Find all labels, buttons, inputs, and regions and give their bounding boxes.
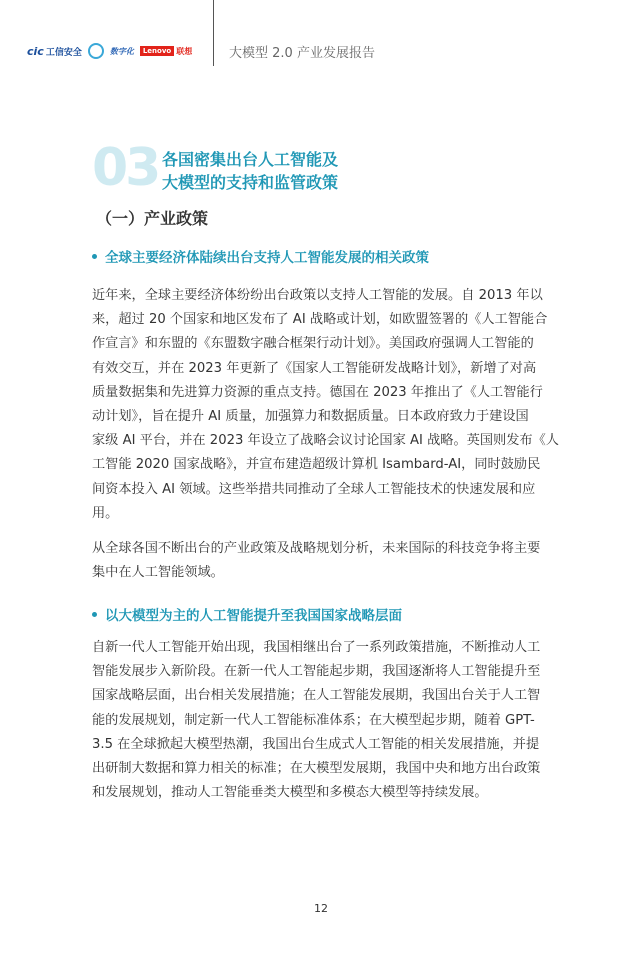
paragraph	[92, 537, 556, 585]
bullet-heading-text: 以大模型为主的人工智能提升至我国国家战略层面	[105, 608, 402, 624]
paragraph-line: 质量数据集和先进算力资源的重点支持。德国在 2023 年推出了《人工智能行	[92, 384, 543, 400]
subsection-heading: （一）产业政策	[96, 209, 209, 228]
section-title	[162, 148, 338, 194]
paragraph-line: 用。	[92, 505, 119, 521]
bullet-heading	[92, 246, 429, 266]
report-title: 大模型 2.0 产业发展报告	[229, 46, 375, 61]
paragraph-line: 出研制大数据和算力相关的标准；在大模型发展期，我国中央和地方出台政策	[92, 761, 541, 777]
cic-mark-icon: cic	[27, 44, 44, 58]
cic-logo-text: 工信安全	[45, 47, 82, 58]
paragraph-line: 从全球各国不断出台的产业政策及战略规划分析，未来国际的科技竞争将主要	[92, 541, 541, 556]
circle-emblem-icon	[88, 43, 104, 59]
paragraph-line: 3.5 在全球掀起大模型热潮，我国出台生成式人工智能的相关发展措施，并提	[92, 736, 540, 752]
page-header	[0, 0, 642, 80]
lenovo-logo	[140, 46, 192, 57]
paragraph-line: 自新一代人工智能开始出现，我国相继出台了一系列政策措施，不断推动人工	[92, 640, 541, 655]
section-number: 03	[92, 138, 159, 198]
paragraph-line: 作宣言》和东盟的《东盟数字融合框架行动计划》。美国政府强调人工智能的	[92, 336, 534, 352]
page-number: 12	[314, 902, 328, 915]
bullet-dot-icon	[92, 612, 97, 617]
paragraph-line: 家级 AI 平台，并在 2023 年设立了战略会议讨论国家 AI 战略。英国则发布《人	[92, 433, 559, 449]
section-title-line: 各国密集出台人工智能及	[162, 150, 339, 169]
bullet-dot-icon	[92, 254, 97, 259]
lenovo-logo-en: Lenovo	[140, 46, 174, 56]
paragraph-line: 能的发展规划，制定新一代人工智能标准体系；在大模型起步期，随着 GPT-	[92, 712, 535, 728]
paragraph	[92, 636, 556, 805]
szh-logo-text: 数字化	[109, 46, 134, 56]
paragraph-line: 和发展规划，推动人工智能垂类大模型和多模态大模型等持续发展。	[92, 785, 488, 801]
paragraph-line: 国家战略层面，出台相关发展措施；在人工智能发展期，我国出台关于人工智	[92, 688, 541, 704]
bullet-heading	[92, 604, 402, 624]
paragraph-line: 间资本投入 AI 领域。这些举措共同推动了全球人工智能技术的快速发展和应	[92, 481, 536, 497]
section-heading	[92, 138, 532, 198]
bullet-heading-text: 全球主要经济体陆续出台支持人工智能发展的相关政策	[105, 250, 429, 266]
paragraph-line: 动计划》，旨在提升 AI 质量，加强算力和数据质量。日本政府致力于建设国	[92, 409, 529, 425]
section-title-line: 大模型的支持和监管政策	[162, 173, 339, 192]
paragraph-line: 智能发展步入新阶段。在新一代人工智能起步期，我国逐渐将人工智能提升至	[92, 664, 541, 680]
paragraph-line: 工智能 2020 国家战略》，并宣布建造超级计算机 Isambard-AI，同时鼓励民	[92, 457, 541, 473]
paragraph	[92, 284, 559, 526]
paragraph-line: 集中在人工智能领域。	[92, 565, 224, 581]
szh-logo	[110, 46, 134, 57]
partner-logos	[27, 43, 192, 59]
paragraph-line: 来，超过 20 个国家和地区发布了 AI 战略或计划，如欧盟签署的《人工智能合	[92, 312, 548, 328]
lenovo-logo-cn: 联想	[176, 46, 193, 56]
paragraph-line: 有效交互，并在 2023 年更新了《国家人工智能研发战略计划》，新增了对高	[92, 360, 537, 376]
header-divider	[213, 0, 214, 66]
paragraph-line: 近年来，全球主要经济体纷纷出台政策以支持人工智能的发展。自 2013 年以	[92, 288, 543, 303]
cic-logo	[27, 45, 82, 58]
